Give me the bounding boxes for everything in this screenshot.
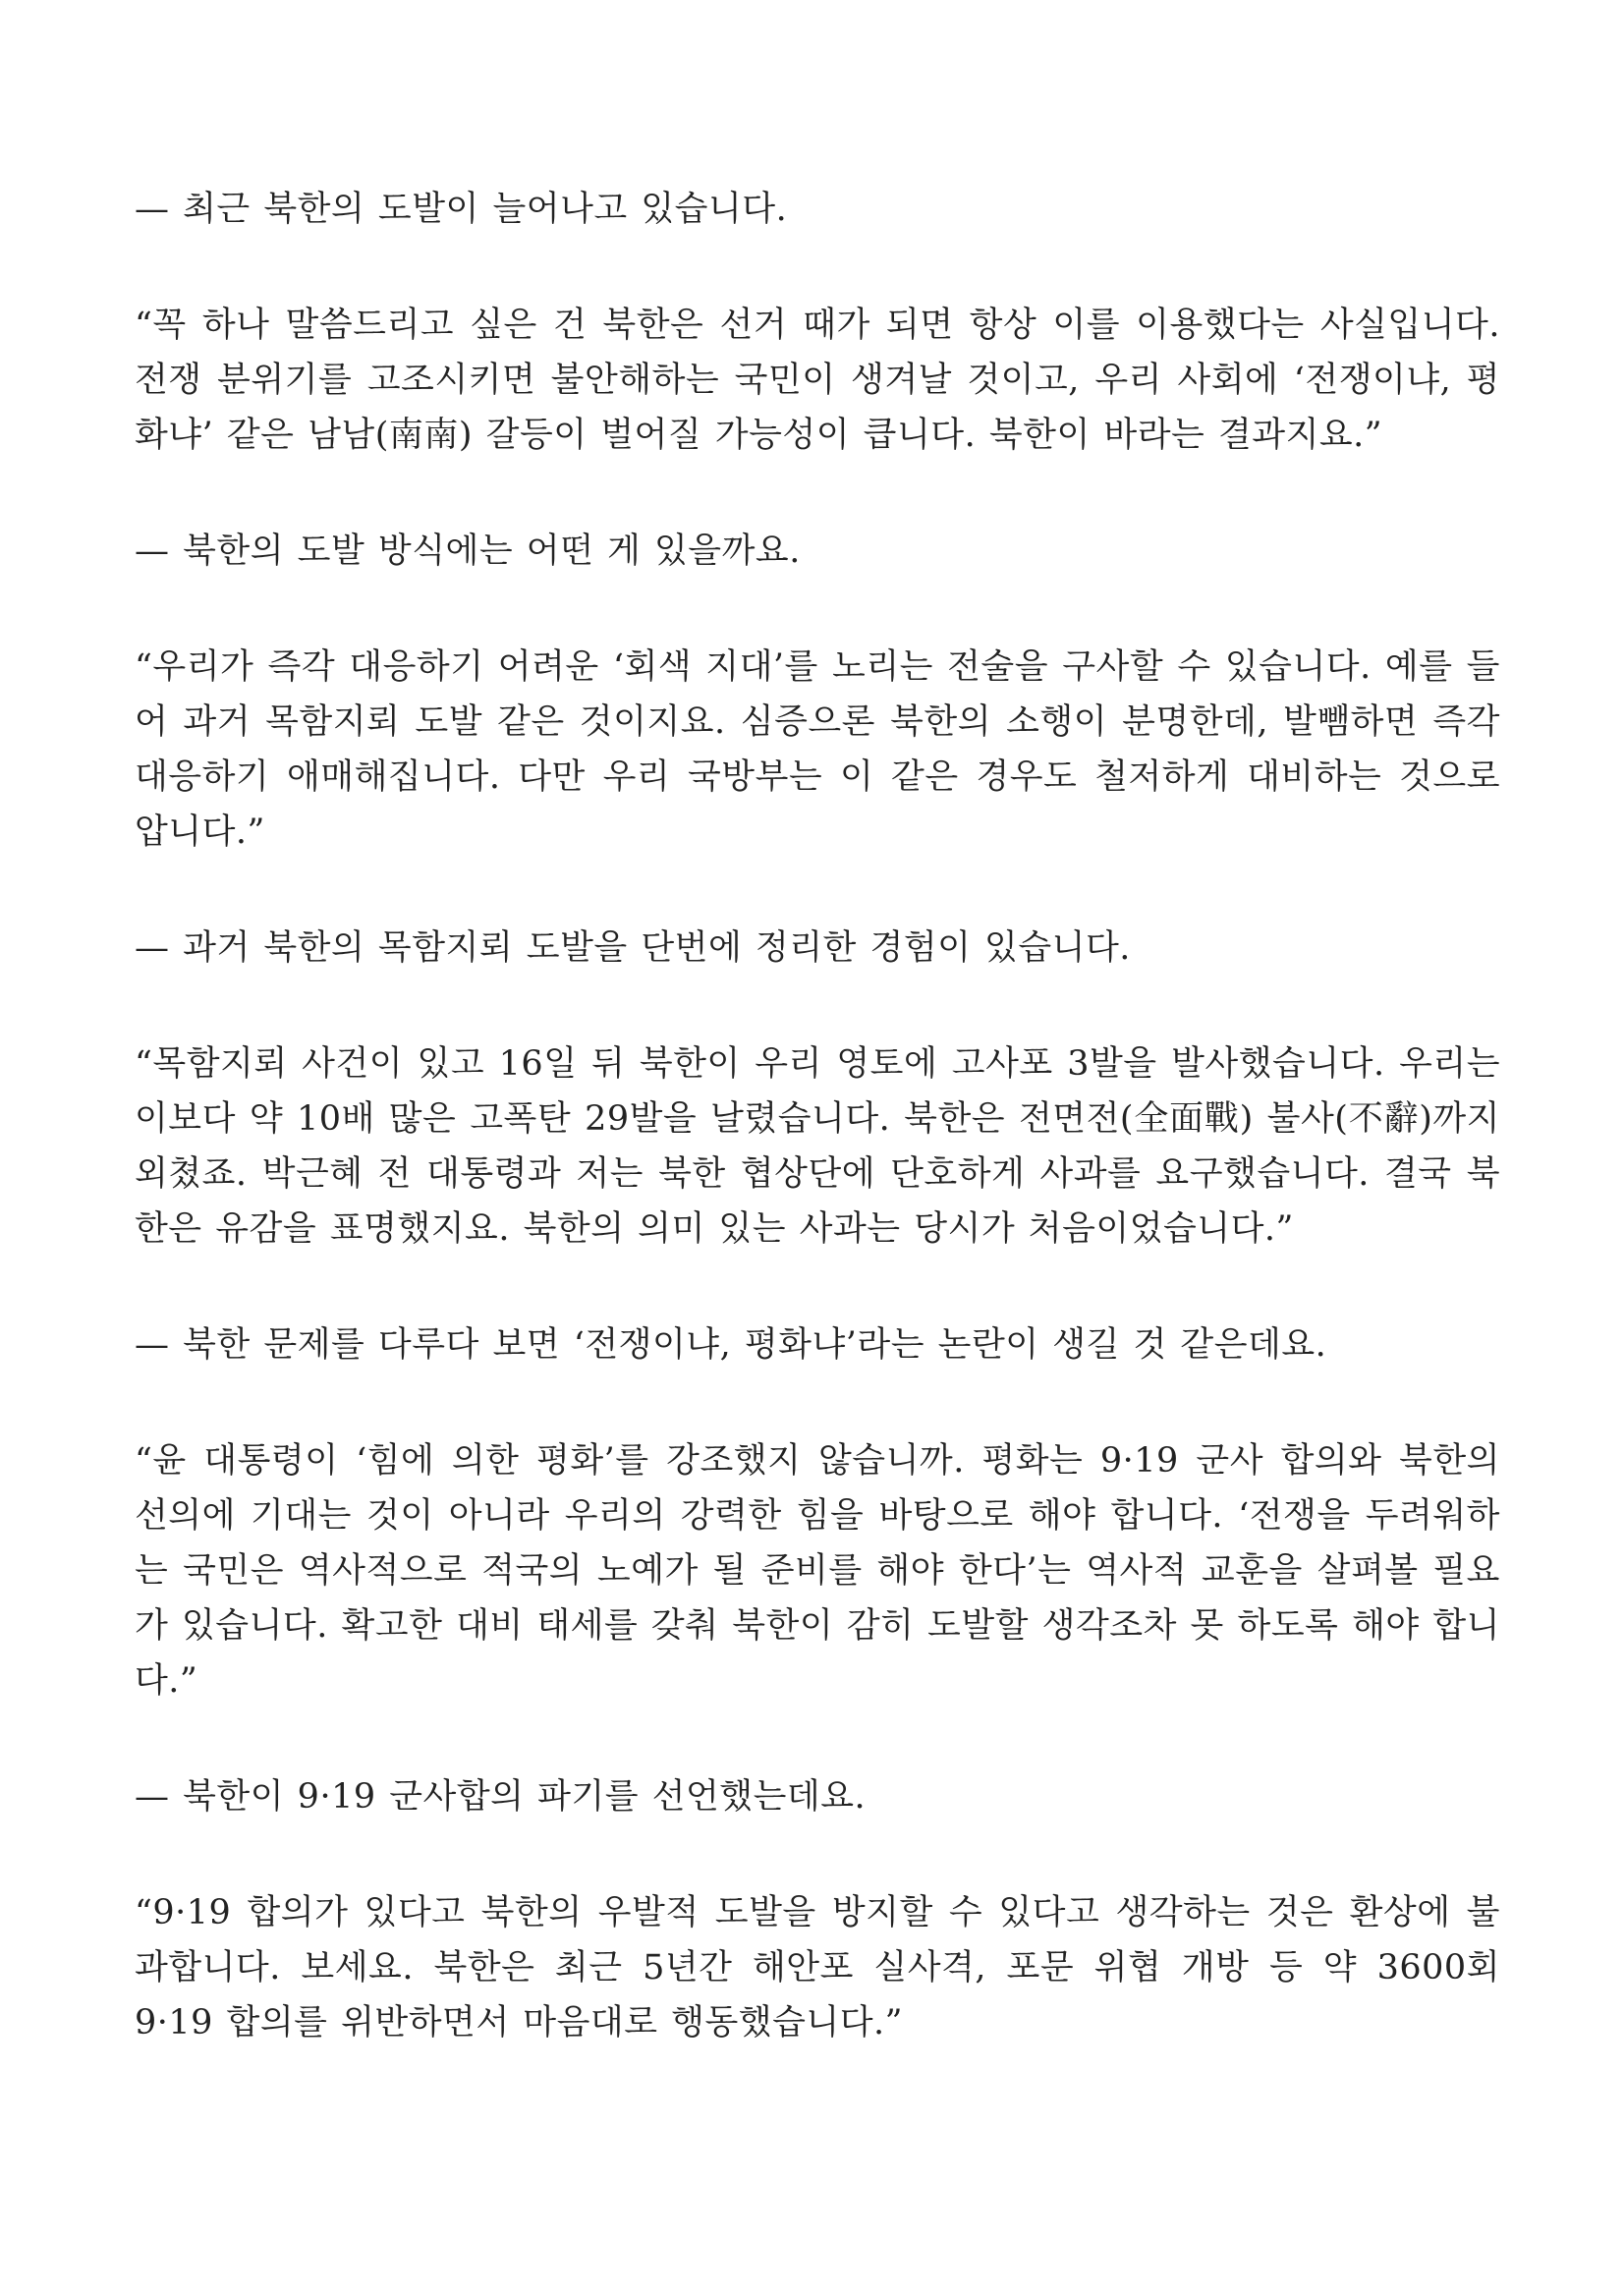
answer-paragraph: “9·19 합의가 있다고 북한의 우발적 도발을 방지할 수 있다고 생각하는 것은 환상에 불과합니다. 보세요. 북한은 최근 5년간 해안포 실사격, 포문 위협 개방 등 약 3600회 9·19 합의를 위반하면서 마음대로 행동했습니다.” <box>135 1893 1500 2043</box>
answer-paragraph: “꼭 하나 말씀드리고 싶은 건 북한은 선거 때가 되면 항상 이를 이용했다는 사실입니다. 전쟁 분위기를 고조시키면 불안해하는 국민이 생겨날 것이고, 우리 사회에 ‘전쟁이냐, 평화냐’ 같은 남남(南南) 갈등이 벌어질 가능성이 큽니다. 북한이 바라는 결과지요.” <box>135 306 1500 455</box>
answer-paragraph: “우리가 즉각 대응하기 어려운 ‘회색 지대’를 노리는 전술을 구사할 수 있습니다. 예를 들어 과거 목함지뢰 도발 같은 것이지요. 심증으론 북한의 소행이 분명한데, 발뺌하면 즉각 대응하기 애매해집니다. 다만 우리 국방부는 이 같은 경우도 철저하게 대비하는 것으로 압니다.” <box>135 647 1500 852</box>
document-body <box>135 182 1500 2111</box>
answer-paragraph: “윤 대통령이 ‘힘에 의한 평화’를 강조했지 않습니까. 평화는 9·19 군사 합의와 북한의 선의에 기대는 것이 아니라 우리의 강력한 힘을 바탕으로 해야 합니다. ‘전쟁을 두려워하는 국민은 역사적으로 적국의 노예가 될 준비를 해야 한다’는 역사적 교훈을 살펴볼 필요가 있습니다. 확고한 대비 태세를 갖춰 북한이 감히 도발할 생각조차 못 하도록 해야 합니다.” <box>135 1441 1500 1701</box>
question-paragraph: — 북한의 도발 방식에는 어떤 게 있을까요. <box>135 532 801 571</box>
question-paragraph: — 최근 북한의 도발이 늘어나고 있습니다. <box>135 190 788 229</box>
question-paragraph: — 북한이 9·19 군사합의 파기를 선언했는데요. <box>135 1777 867 1817</box>
question-paragraph: — 북한 문제를 다루다 보면 ‘전쟁이냐, 평화냐’라는 논란이 생길 것 같은데요. <box>135 1325 1327 1365</box>
answer-paragraph: “목함지뢰 사건이 있고 16일 뒤 북한이 우리 영토에 고사포 3발을 발사했습니다. 우리는 이보다 약 10배 많은 고폭탄 29발을 날렸습니다. 북한은 전면전(全面戰) 불사(不辭)까지 외쳤죠. 박근혜 전 대통령과 저는 북한 협상단에 단호하게 사과를 요구했습니다. 결국 북한은 유감을 표명했지요. 북한의 의미 있는 사과는 당시가 처음이었습니다.” <box>135 1044 1500 1249</box>
question-paragraph: — 과거 북한의 목함지뢰 도발을 단번에 정리한 경험이 있습니다. <box>135 928 1131 968</box>
